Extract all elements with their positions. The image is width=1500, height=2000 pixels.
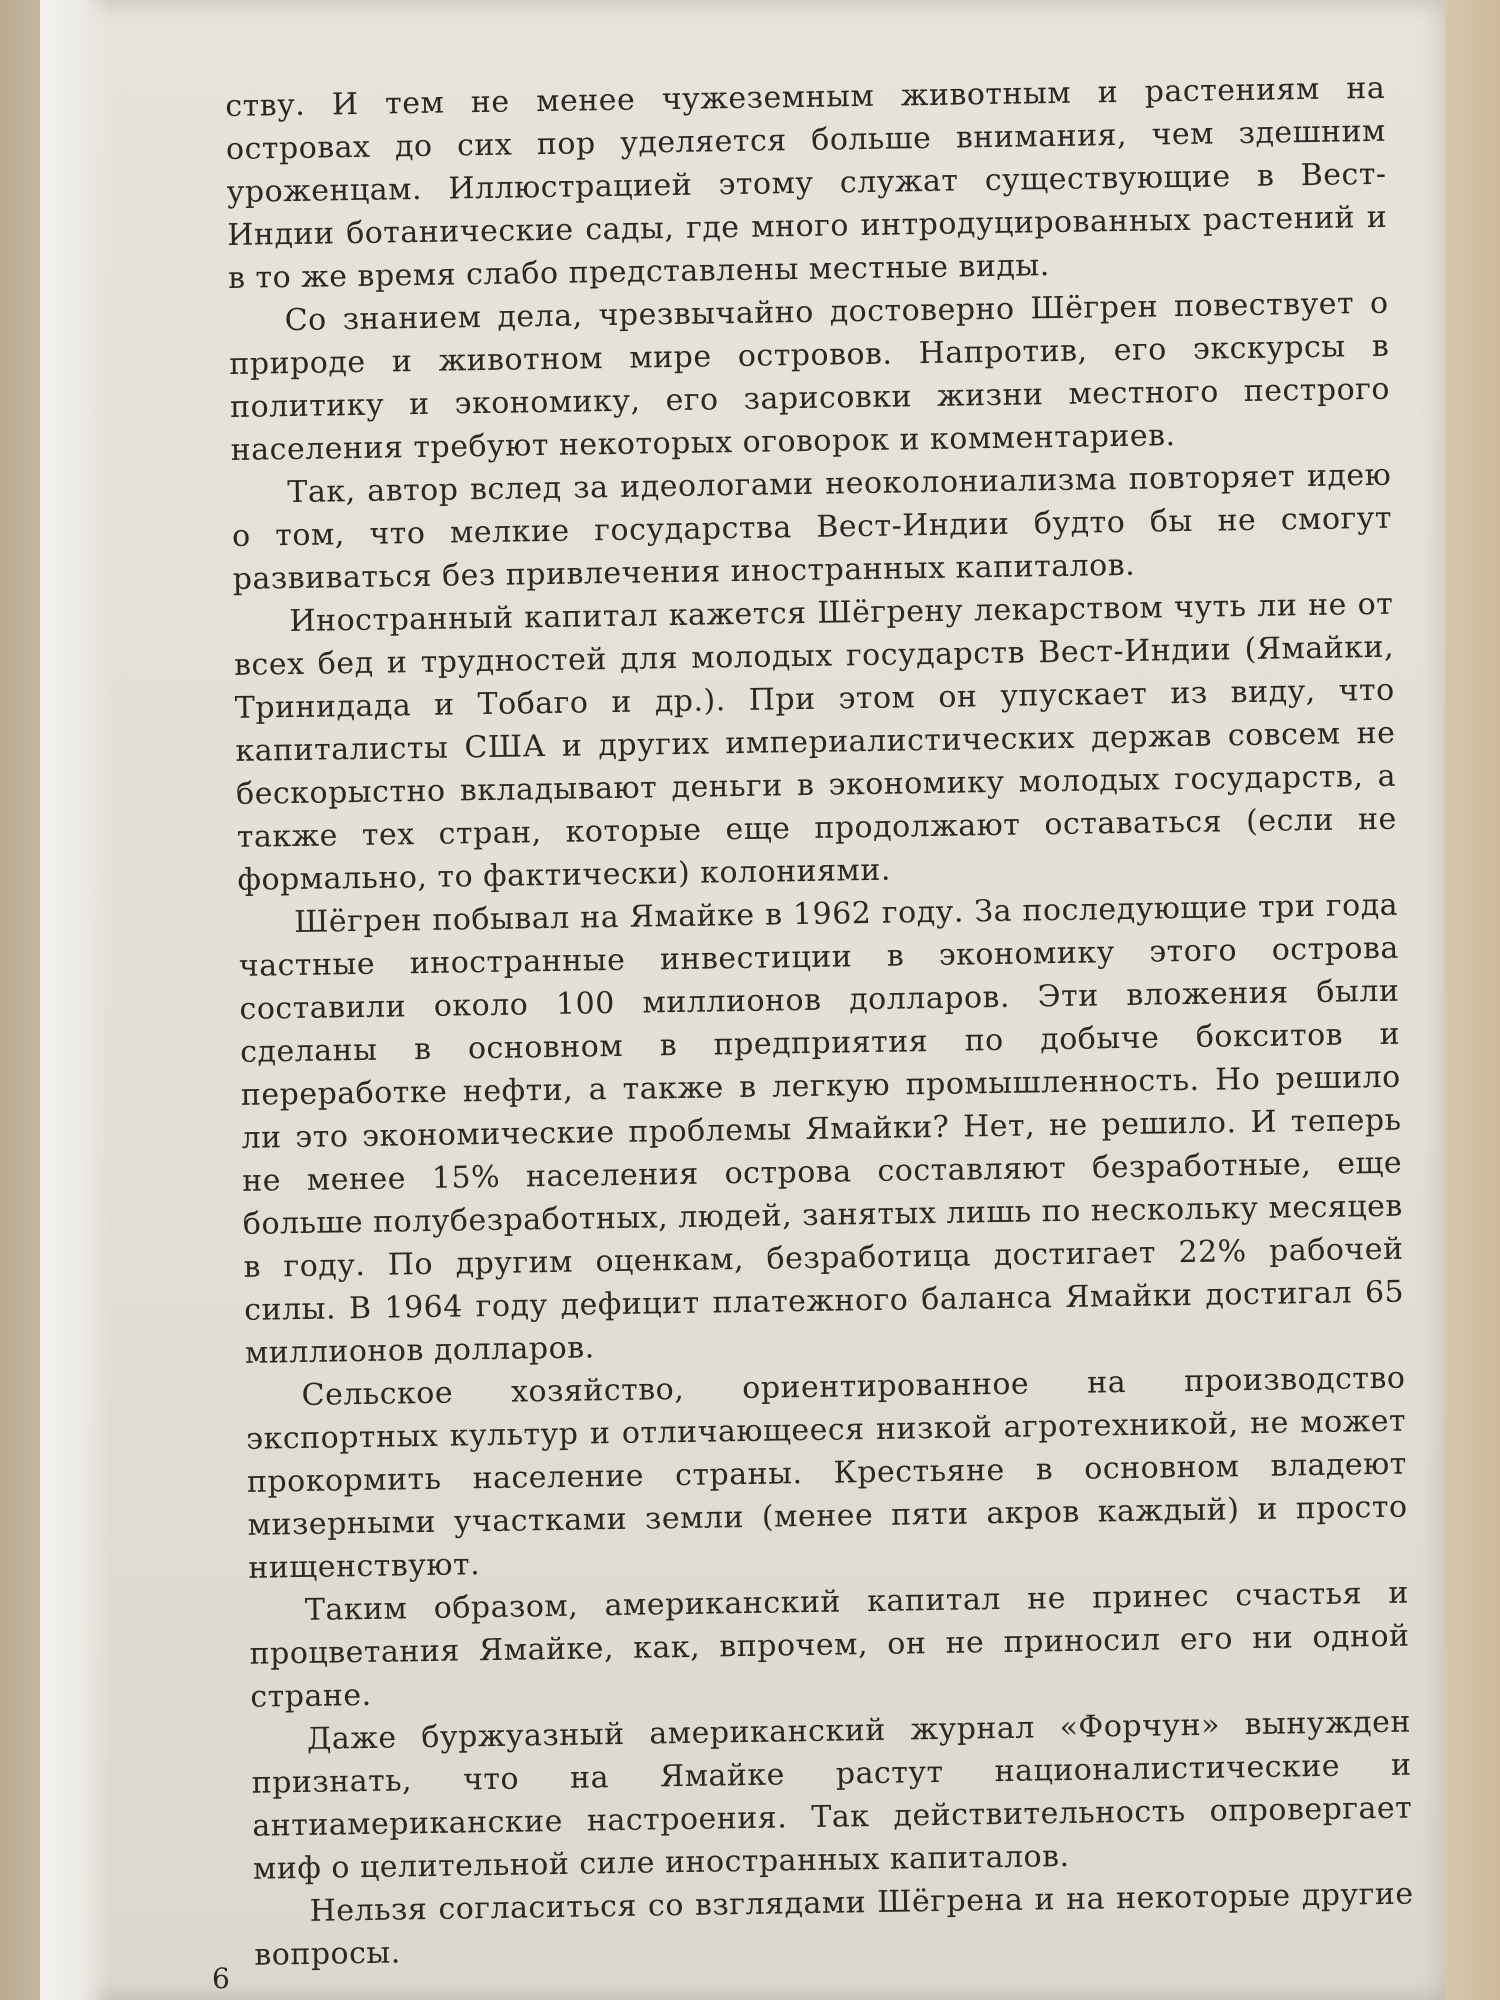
paragraph: Со знанием дела, чрезвычайно достоверно Шёгрен повествует о природе и животном мире островов. Напротив, его экскурсы в политику и экономику, его зарисовки жизни местного пестрого населения требуют некоторых оговорок и комментариев.: [229, 285, 1391, 468]
paragraph: Так, автор вслед за идеологами неоколониализма повторяет идею о том, что мелкие государства Вест-Индии будто бы не смогут развиваться без привлечения иностранных капиталов.: [231, 457, 1393, 597]
background-right: [1440, 0, 1500, 2000]
paragraph: ству. И тем не менее чужеземным животным и растениям на островах до сих пор уделяется больше внимания, чем здешним уроженцам. Иллюстрацией этому служат существующие в Вест-Индии ботанические сады, где много интродуцированных растений и в то же время слабо представлены местные виды.: [225, 70, 1388, 296]
paragraph: Таким образом, американский капитал не принес счастья и процветания Ямайке, как, впрочем, он не приносил его ни одной стране.: [249, 1575, 1410, 1715]
paragraph: Даже буржуазный американский журнал «Форчун» вынужден признать, что на Ямайке растут националистические и антиамериканские настроения. Так действительность опровергает миф о целительной силе иностранных капиталов.: [251, 1704, 1413, 1887]
paragraph: Шёгрен побывал на Ямайке в 1962 году. За последующие три года частные иностранные инвестиции в экономику этого острова составили около 100 миллионов долларов. Эти вложения были сделаны в основном в предприятия по добыче бокситов и переработке нефти, а также в легкую промышленность. Но решило ли это экономические проблемы Ямайки? Нет, не решило. И теперь не менее 15% населения острова составляют безработные, еще больше полубезработных, людей, занятых лишь по нескольку месяцев в году. По другим оценкам, безработица достигает 22% рабочей силы. В 1964 году дефицит платежного баланса Ямайки достигал 65 миллионов долларов.: [238, 887, 1405, 1371]
page-number: 6: [212, 1962, 230, 1995]
paragraph: Нельзя согласиться со взглядами Шёгрена и на некоторые другие вопросы.: [254, 1876, 1414, 1973]
page-binding-edge: [40, 0, 110, 2000]
paragraph: Иностранный капитал кажется Шёгрену лекарством чуть ли не от всех бед и трудностей для молодых государств Вест-Индии (Ямайки, Тринидада и Тобаго и др.). При этом он упускает из виду, что капиталисты США и других империалистических держав совсем не бескорыстно вкладывают деньги в экономику молодых государств, а также тех стран, которые еще продолжают оставаться (если не формально, то фактически) колониями.: [233, 586, 1397, 898]
paragraph: Сельское хозяйство, ориентированное на производство экспортных культур и отличающееся низкой агротехникой, не может прокормить население страны. Крестьяне в основном владеют мизерными участками земли (менее пяти акров каждый) и просто нищенствуют.: [246, 1360, 1408, 1586]
page-text: [225, 67, 1415, 1977]
